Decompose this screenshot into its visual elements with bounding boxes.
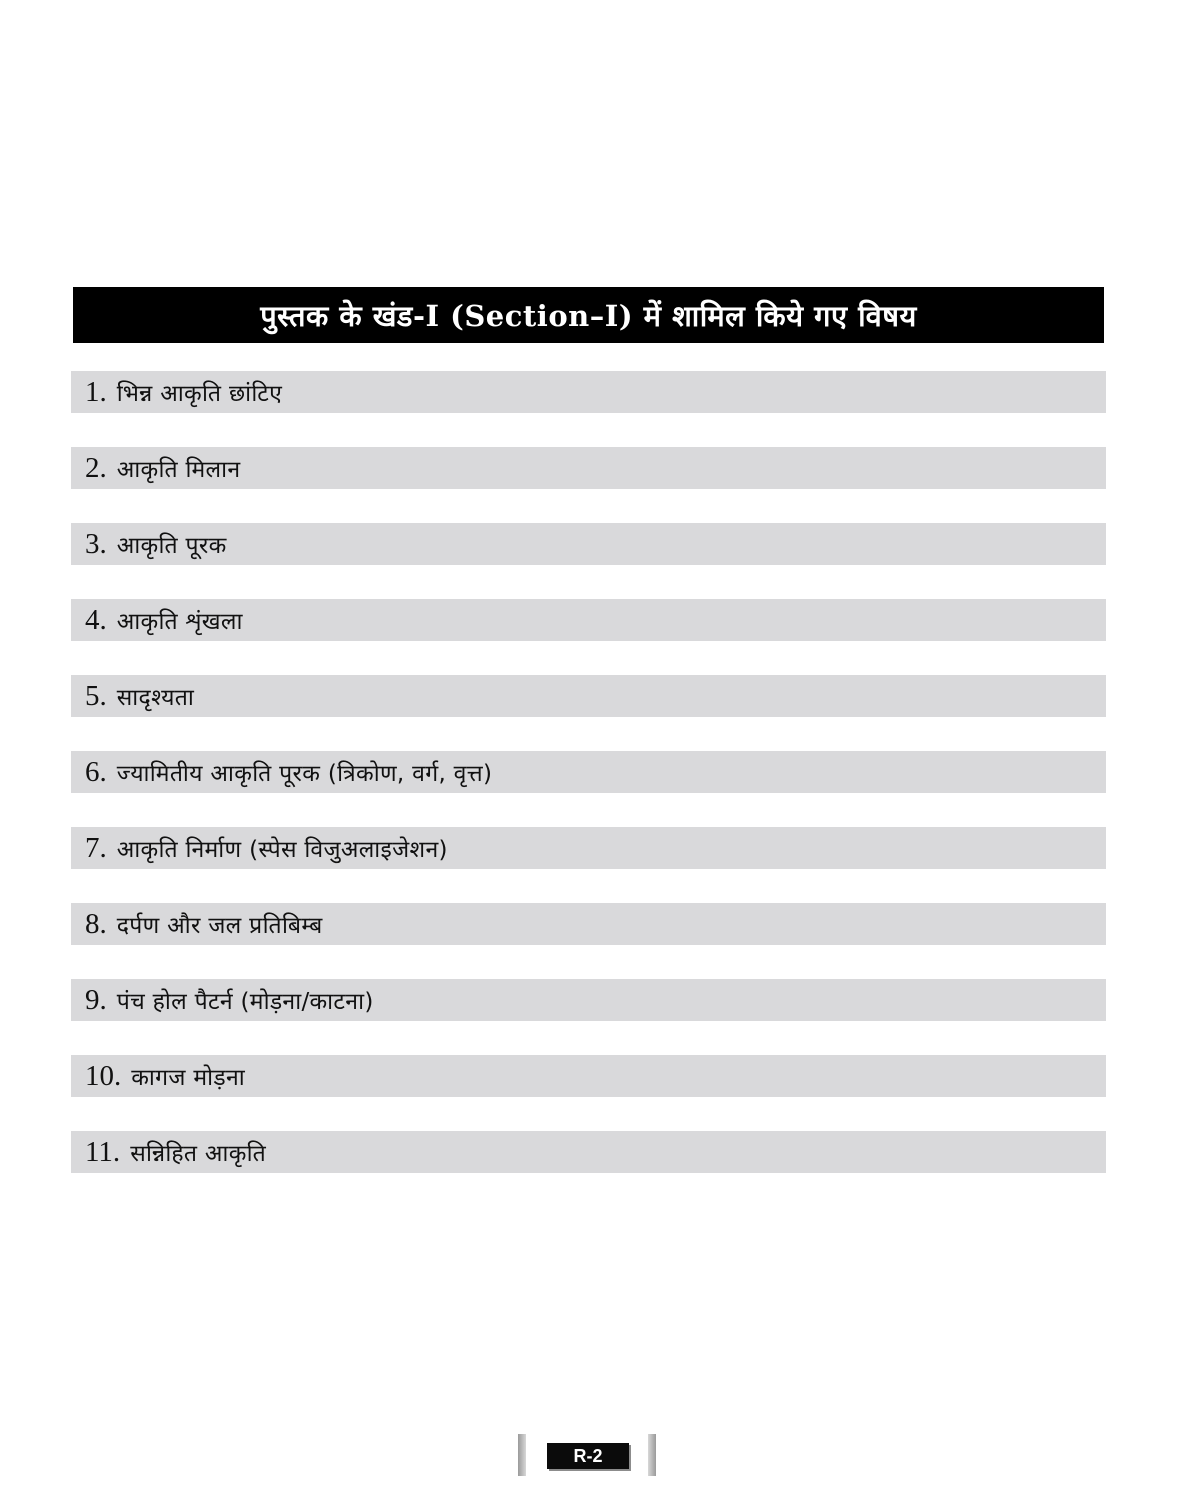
topic-text: आकृति निर्माण (स्पेस विजुअलाइजेशन) [116,837,448,863]
topic-number: 8. [85,907,107,940]
topic-number: 4. [85,603,107,636]
topic-number: 9. [85,983,107,1016]
topic-item-5 [71,675,1106,717]
topic-text: भिन्न आकृति छांटिए [116,381,283,407]
footer-edge-right [648,1434,656,1476]
topic-text: आकृति मिलान [116,457,241,483]
topic-item-6 [71,751,1106,793]
topic-number: 3. [85,527,107,560]
page-number: R-2 [573,1445,603,1466]
topic-item-11 [71,1131,1106,1173]
topic-item-3 [71,523,1106,565]
topic-item-2 [71,447,1106,489]
topic-number: 10. [85,1059,122,1092]
topic-text: दर्पण और जल प्रतिबिम्ब [116,913,323,939]
topic-text: सन्निहित आकृति [130,1141,267,1167]
topic-item-1 [71,371,1106,413]
topic-text: आकृति शृंखला [116,609,243,635]
page-number-badge [547,1443,629,1469]
topic-text: ज्यामितीय आकृति पूरक (त्रिकोण, वर्ग, वृत्त) [116,761,493,787]
section-header [73,287,1104,343]
footer-edge-left [518,1434,526,1476]
topic-item-8 [71,903,1106,945]
section-title: पुस्तक के खंड-I (Section–I) में शामिल किये गए विषय [260,298,917,333]
topic-number: 7. [85,831,107,864]
topic-number: 11. [85,1135,121,1168]
topic-number: 5. [85,679,107,712]
page-footer [518,1434,656,1476]
topic-text: सादृश्यता [116,685,195,711]
topic-item-7 [71,827,1106,869]
topic-number: 6. [85,755,107,788]
topic-text: कागज मोड़ना [131,1065,246,1091]
topic-text: पंच होल पैटर्न (मोड़ना/काटना) [116,989,374,1015]
topic-list [71,371,1106,1207]
topic-text: आकृति पूरक [116,533,227,559]
topic-item-4 [71,599,1106,641]
topic-number: 2. [85,451,107,484]
topic-item-10 [71,1055,1106,1097]
topic-item-9 [71,979,1106,1021]
topic-number: 1. [85,375,107,408]
